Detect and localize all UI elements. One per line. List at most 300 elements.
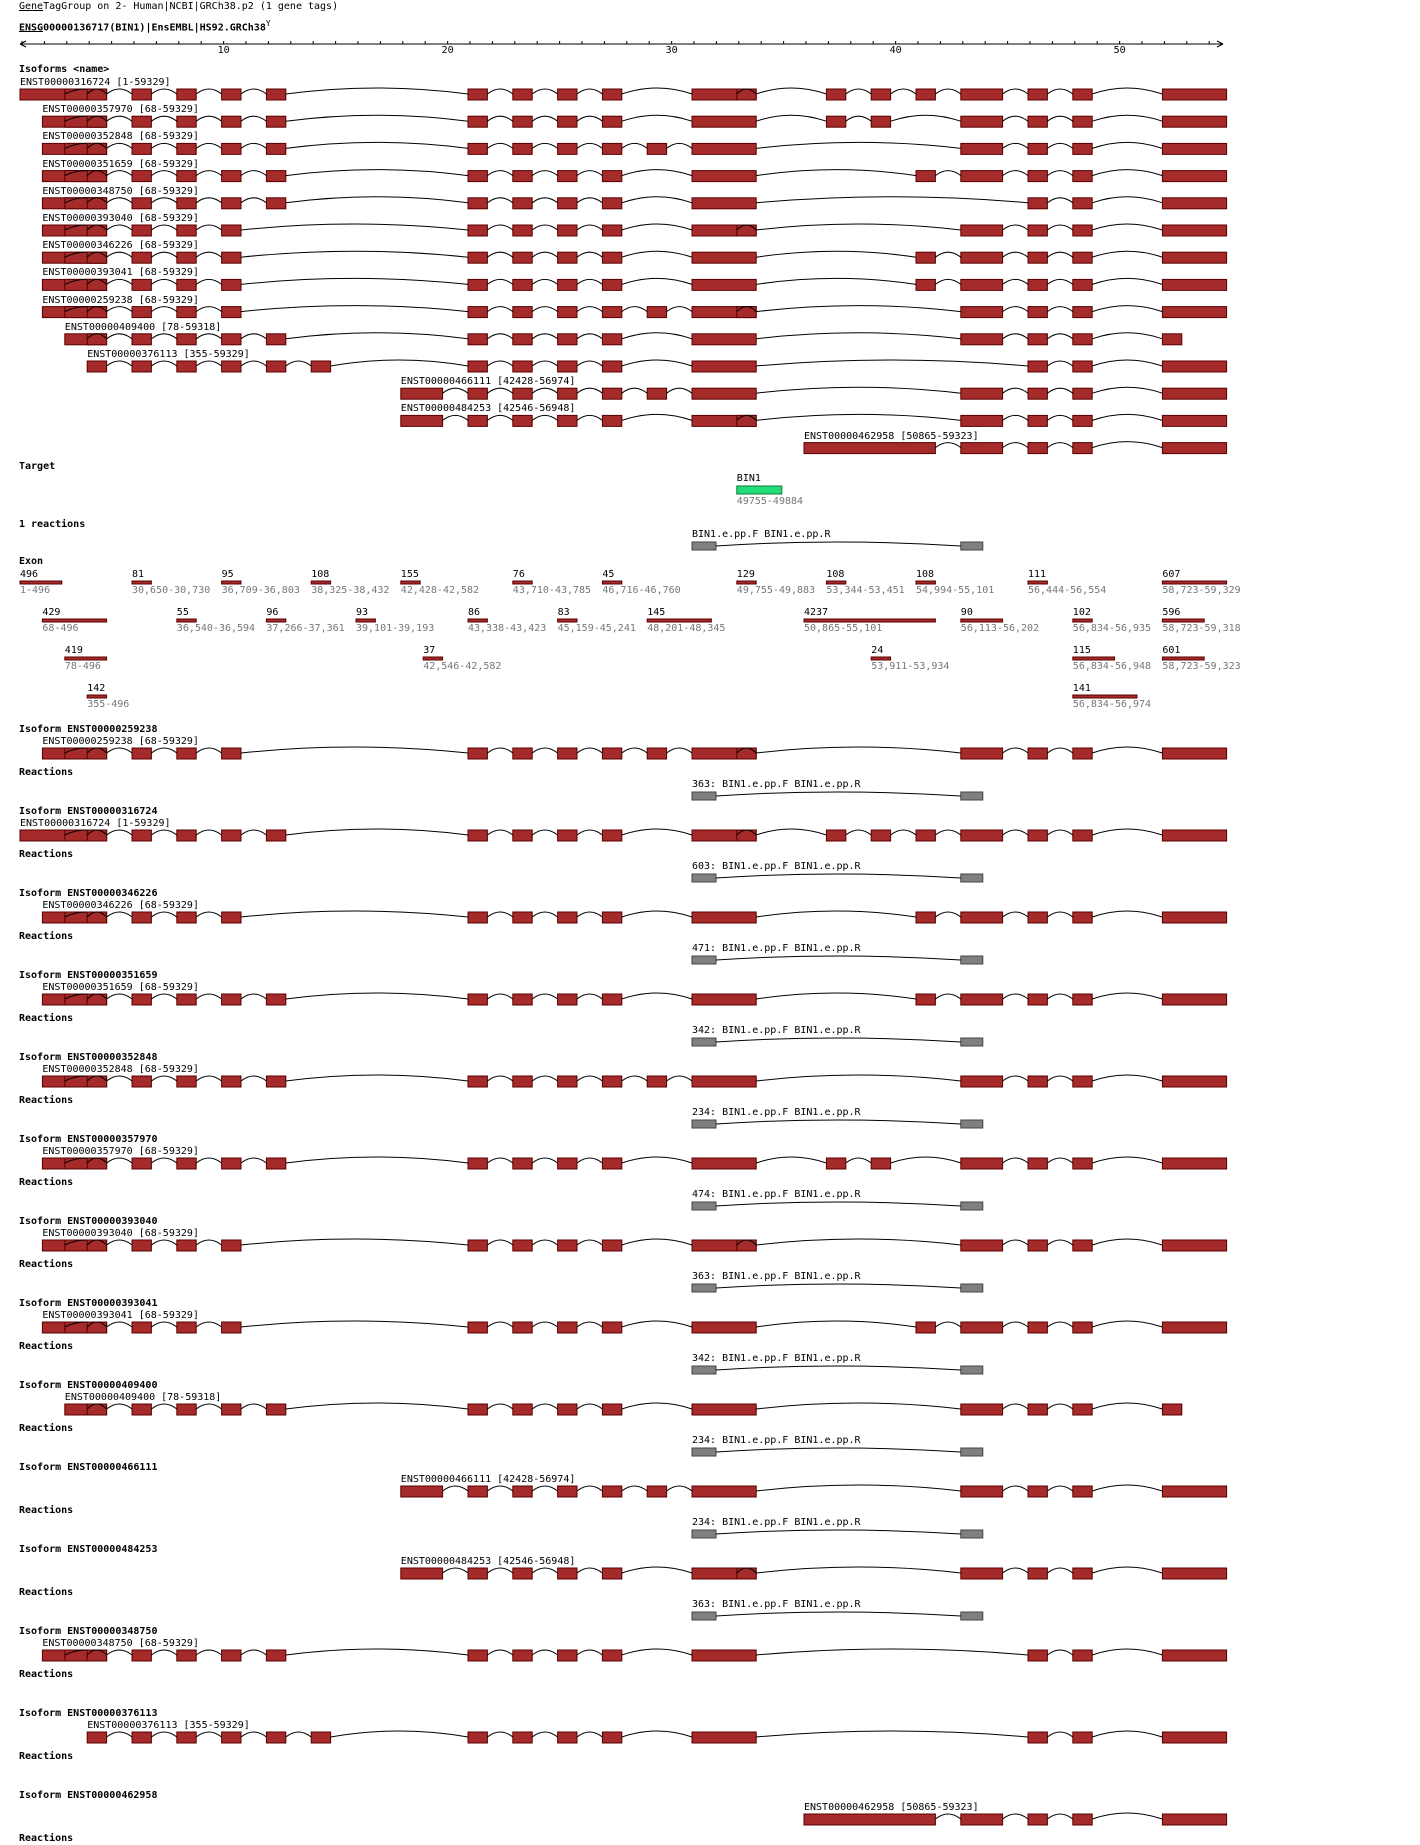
detail-ENST00000352848-intron xyxy=(196,1076,221,1081)
detail-ENST00000357970-intron xyxy=(107,1158,132,1163)
reaction-ENST00000357970-label: 474: BIN1.e.pp.F BIN1.e.pp.R xyxy=(692,1189,861,1200)
reaction-ENST00000466111-link xyxy=(716,1530,961,1534)
overview-ENST00000393041-exon xyxy=(602,279,621,290)
overview-ENST00000376113-exon xyxy=(266,361,285,372)
detail-ENST00000346226-exon xyxy=(558,912,577,923)
overview-ENST00000352848-exon xyxy=(266,143,285,154)
detail-ENST00000393041-intron xyxy=(935,1322,960,1327)
detail-ENST00000351659-intron xyxy=(1047,994,1072,999)
exon-range: 56,113-56,202 xyxy=(960,623,1040,634)
exon-length: 102 xyxy=(1072,607,1091,618)
overview-ENST00000346226-intron xyxy=(935,252,960,257)
overview-ENST00000352848-intron xyxy=(107,143,132,148)
overview-ENST00000484253-intron xyxy=(1092,414,1162,420)
isoform-heading-ENST00000409400: Isoform ENST00000409400 xyxy=(19,1380,158,1391)
detail-ENST00000409400-exon xyxy=(602,1404,621,1415)
exon-length: 55 xyxy=(176,607,189,618)
overview-ENST00000348750-label: ENST00000348750 [68-59329] xyxy=(42,185,199,197)
overview-ENST00000466111-exon xyxy=(1162,388,1226,399)
detail-ENST00000352848-exon xyxy=(513,1076,532,1087)
overview-ENST00000466111-exon xyxy=(1028,388,1047,399)
overview-ENST00000409400-exon xyxy=(692,334,756,345)
detail-ENST00000316724-intron xyxy=(756,829,826,835)
overview-ENST00000393041-intron xyxy=(756,278,916,284)
overview-ENST00000316724-intron xyxy=(891,89,916,94)
detail-ENST00000393041-exon xyxy=(513,1322,532,1333)
detail-ENST00000462958-intron xyxy=(1047,1814,1072,1819)
detail-ENST00000484253-exon xyxy=(602,1568,621,1579)
overview-ENST00000393040-exon xyxy=(737,225,756,236)
detail-ENST00000351659-intron xyxy=(1092,993,1162,999)
detail-ENST00000352848-exon xyxy=(1073,1076,1092,1087)
overview-ENST00000351659-exon xyxy=(266,171,285,182)
detail-ENST00000346226-exon xyxy=(87,912,106,923)
detail-ENST00000352848-exon xyxy=(558,1076,577,1087)
overview-ENST00000357970-intron xyxy=(107,116,132,121)
ruler-tick-label: 10 xyxy=(217,45,230,56)
detail-ENST00000346226-exon xyxy=(961,912,1003,923)
detail-ENST00000393040-exon xyxy=(558,1240,577,1251)
overview-ENST00000466111-exon xyxy=(513,388,532,399)
overview-ENST00000259238-exon xyxy=(961,307,1003,318)
detail-ENST00000352848-intron xyxy=(1092,1075,1162,1081)
overview-ENST00000409400-intron xyxy=(286,333,468,339)
detail-ENST00000352848-intron xyxy=(241,1076,266,1081)
overview-ENST00000346226-exon xyxy=(961,252,1003,263)
summary-reaction-link xyxy=(716,542,961,546)
overview-ENST00000259238-exon xyxy=(222,307,241,318)
overview-ENST00000393040-intron xyxy=(1047,225,1072,230)
detail-ENST00000393040-intron xyxy=(756,1239,961,1245)
detail-ENST00000351659-exon xyxy=(558,994,577,1005)
reaction-ENST00000393040-primer-r xyxy=(961,1284,983,1292)
gene-link[interactable]: Gene xyxy=(19,1,44,12)
detail-ENST00000393040-intron xyxy=(487,1240,512,1245)
overview-ENST00000393040-exon xyxy=(222,225,241,236)
detail-ENST00000259238-exon xyxy=(558,748,577,759)
detail-ENST00000259238-label: ENST00000259238 [68-59329] xyxy=(42,736,199,747)
overview-ENST00000393040-intron xyxy=(151,225,176,230)
overview-ENST00000348750-exon xyxy=(266,198,285,209)
overview-ENST00000484253-exon xyxy=(1028,415,1047,426)
detail-ENST00000393041-exon xyxy=(692,1322,756,1333)
overview-ENST00000466111-exon xyxy=(647,388,666,399)
detail-ENST00000357970-exon xyxy=(87,1158,106,1169)
detail-ENST00000376113-exon xyxy=(1073,1732,1092,1743)
detail-ENST00000316724-exon xyxy=(871,830,890,841)
overview-ENST00000351659-intron xyxy=(622,170,692,176)
detail-ENST00000466111-exon xyxy=(1028,1486,1047,1497)
exon-length: 115 xyxy=(1072,645,1091,656)
detail-ENST00000393040-intron xyxy=(1092,1239,1162,1245)
exon-bar xyxy=(1073,657,1115,660)
detail-ENST00000376113-exon xyxy=(1162,1732,1226,1743)
detail-ENST00000348750-intron xyxy=(286,1649,468,1655)
detail-ENST00000393041-intron xyxy=(622,1321,692,1327)
detail-ENST00000348750-exon xyxy=(266,1650,285,1661)
detail-ENST00000466111-intron xyxy=(577,1486,602,1491)
overview-ENST00000376113-exon xyxy=(311,361,330,372)
detail-ENST00000393041-exon xyxy=(961,1322,1003,1333)
overview-ENST00000462958-exon xyxy=(961,443,1003,454)
detail-ENST00000462958-label: ENST00000462958 [50865-59323] xyxy=(804,1802,979,1813)
detail-ENST00000346226-exon xyxy=(222,912,241,923)
overview-ENST00000393041-intron xyxy=(1047,279,1072,284)
exon-bar xyxy=(1162,619,1204,622)
overview-ENST00000346226-intron xyxy=(577,252,602,257)
overview-ENST00000376113-exon xyxy=(602,361,621,372)
overview-ENST00000316724-intron xyxy=(286,88,468,94)
detail-ENST00000484253-intron xyxy=(1092,1567,1162,1573)
detail-ENST00000348750-exon xyxy=(87,1650,106,1661)
detail-ENST00000393041-label: ENST00000393041 [68-59329] xyxy=(42,1310,199,1321)
detail-ENST00000376113-exon xyxy=(1028,1732,1047,1743)
detail-ENST00000393040-exon xyxy=(1073,1240,1092,1251)
overview-ENST00000316724-exon xyxy=(1028,89,1047,100)
reaction-ENST00000351659-primer-f xyxy=(692,1038,716,1046)
reaction-ENST00000484253-primer-f xyxy=(692,1612,716,1620)
overview-ENST00000316724-intron xyxy=(107,89,132,94)
overview-ENST00000348750-exon xyxy=(132,198,151,209)
detail-ENST00000259238-intron xyxy=(1003,748,1028,753)
detail-ENST00000357970-intron xyxy=(577,1158,602,1163)
exon-bar xyxy=(513,581,532,584)
ruler-tick-label: 30 xyxy=(665,45,678,56)
overview-ENST00000466111-intron xyxy=(577,388,602,393)
reactions-heading-ENST00000352848: Reactions xyxy=(19,1095,74,1106)
detail-ENST00000462958-intron xyxy=(935,1814,960,1819)
detail-ENST00000484253-intron xyxy=(443,1568,468,1573)
overview-ENST00000352848-exon xyxy=(132,143,151,154)
detail-ENST00000316724-exon xyxy=(826,830,845,841)
overview-ENST00000259238-intron xyxy=(532,307,557,312)
overview-ENST00000484253-exon xyxy=(513,415,532,426)
overview-ENST00000352848-intron xyxy=(532,143,557,148)
overview-ENST00000484253-intron xyxy=(622,414,692,420)
overview-ENST00000351659-exon xyxy=(1073,171,1092,182)
overview-ENST00000351659-intron xyxy=(107,171,132,176)
overview-ENST00000357970-exon xyxy=(826,116,845,127)
overview-ENST00000259238-intron xyxy=(577,307,602,312)
reaction-ENST00000466111-primer-r xyxy=(961,1530,983,1538)
detail-ENST00000259238-exon xyxy=(177,748,196,759)
isoform-heading-ENST00000393040: Isoform ENST00000393040 xyxy=(19,1216,158,1227)
summary-reaction-primer-r xyxy=(961,542,983,550)
overview-ENST00000466111-exon xyxy=(961,388,1003,399)
reaction-ENST00000393040-link xyxy=(716,1284,961,1288)
detail-ENST00000346226-label: ENST00000346226 [68-59329] xyxy=(42,900,199,911)
target-range: 49755-49884 xyxy=(736,496,804,507)
detail-ENST00000352848-exon xyxy=(132,1076,151,1087)
overview-ENST00000484253-intron xyxy=(1047,415,1072,420)
detail-ENST00000376113-intron xyxy=(286,1732,311,1737)
overview-ENST00000316724-intron xyxy=(241,89,266,94)
detail-ENST00000393040-exon xyxy=(602,1240,621,1251)
overview-ENST00000357970-intron xyxy=(756,115,826,121)
reactions-heading-ENST00000376113: Reactions xyxy=(19,1751,74,1762)
exon-range: 37,266-37,361 xyxy=(266,623,345,634)
detail-ENST00000376113-intron xyxy=(756,1731,1028,1737)
overview-ENST00000348750-intron xyxy=(1047,198,1072,203)
detail-ENST00000352848-exon xyxy=(87,1076,106,1087)
overview-ENST00000346226-exon xyxy=(916,252,935,263)
detail-ENST00000393040-exon xyxy=(132,1240,151,1251)
detail-ENST00000393041-intron xyxy=(196,1322,221,1327)
exon-bar xyxy=(356,619,375,622)
overview-ENST00000352848-intron xyxy=(151,143,176,148)
overview-ENST00000393041-intron xyxy=(1003,279,1028,284)
overview-ENST00000393041-intron xyxy=(151,279,176,284)
overview-ENST00000259238-exon xyxy=(87,307,106,318)
detail-ENST00000357970-intron xyxy=(286,1157,468,1163)
overview-ENST00000357970-exon xyxy=(266,116,285,127)
exon-range: 53,344-53,451 xyxy=(826,585,905,596)
exon-length: 83 xyxy=(557,607,570,618)
detail-ENST00000466111-intron xyxy=(532,1486,557,1491)
overview-ENST00000393041-exon xyxy=(558,279,577,290)
overview-ENST00000316724-exon xyxy=(871,89,890,100)
detail-ENST00000357970-exon xyxy=(1028,1158,1047,1169)
detail-ENST00000348750-intron xyxy=(1092,1649,1162,1655)
overview-ENST00000409400-exon xyxy=(87,334,106,345)
overview-ENST00000484253-intron xyxy=(532,415,557,420)
overview-ENST00000259238-intron xyxy=(151,307,176,312)
overview-ENST00000393040-exon xyxy=(558,225,577,236)
detail-ENST00000351659-exon xyxy=(132,994,151,1005)
detail-ENST00000346226-intron xyxy=(241,911,468,917)
overview-ENST00000348750-exon xyxy=(602,198,621,209)
detail-ENST00000357970-exon xyxy=(222,1158,241,1169)
exon-range: 56,834-56,974 xyxy=(1072,699,1152,710)
detail-ENST00000316724-label: ENST00000316724 [1-59329] xyxy=(20,818,171,829)
detail-ENST00000348750-exon xyxy=(1028,1650,1047,1661)
detail-ENST00000393040-intron xyxy=(1003,1240,1028,1245)
overview-ENST00000259238-intron xyxy=(241,306,468,312)
overview-ENST00000259238-exon xyxy=(602,307,621,318)
ruler-tick-label: 20 xyxy=(441,45,454,56)
detail-ENST00000351659-exon xyxy=(513,994,532,1005)
detail-ENST00000316724-exon xyxy=(266,830,285,841)
overview-ENST00000393041-intron xyxy=(622,278,692,284)
detail-ENST00000346226-exon xyxy=(916,912,935,923)
summary-reaction-primer-f xyxy=(692,542,716,550)
reactions-count: 1 reactions xyxy=(19,519,86,530)
reaction-ENST00000259238-primer-r xyxy=(961,792,983,800)
overview-ENST00000393041-exon xyxy=(961,279,1003,290)
overview-ENST00000466111-exon xyxy=(602,388,621,399)
overview-ENST00000357970-intron xyxy=(241,116,266,121)
exon-length: 24 xyxy=(871,645,884,656)
overview-ENST00000357970-intron xyxy=(1047,116,1072,121)
isoform-heading-ENST00000466111: Isoform ENST00000466111 xyxy=(19,1462,158,1473)
overview-ENST00000466111-intron xyxy=(756,387,961,393)
isoform-heading-ENST00000484253: Isoform ENST00000484253 xyxy=(19,1544,158,1555)
exon-length: 419 xyxy=(64,645,83,656)
exon-range: 43,338-43,423 xyxy=(468,623,547,634)
overview-ENST00000393040-exon xyxy=(602,225,621,236)
reactions-heading-ENST00000357970: Reactions xyxy=(19,1177,74,1188)
detail-ENST00000346226-intron xyxy=(1092,911,1162,917)
detail-ENST00000409400-intron xyxy=(241,1404,266,1409)
summary-reaction-label: BIN1.e.pp.F BIN1.e.pp.R xyxy=(692,529,831,540)
exon-range: 1-496 xyxy=(20,585,51,596)
detail-ENST00000484253-intron xyxy=(622,1567,692,1573)
detail-ENST00000259238-exon xyxy=(132,748,151,759)
overview-ENST00000409400-exon xyxy=(468,334,487,345)
detail-ENST00000351659-exon xyxy=(1073,994,1092,1005)
detail-ENST00000409400-intron xyxy=(196,1404,221,1409)
reaction-ENST00000351659-link xyxy=(716,1038,961,1042)
overview-ENST00000409400-intron xyxy=(241,334,266,339)
overview-ENST00000351659-intron xyxy=(1047,171,1072,176)
detail-ENST00000346226-intron xyxy=(935,912,960,917)
detail-ENST00000376113-exon xyxy=(513,1732,532,1743)
overview-ENST00000462958-intron xyxy=(1092,442,1162,448)
detail-ENST00000346226-exon xyxy=(513,912,532,923)
detail-ENST00000393040-intron xyxy=(577,1240,602,1245)
overview-ENST00000352848-intron xyxy=(487,143,512,148)
overview-ENST00000259238-intron xyxy=(107,307,132,312)
overview-ENST00000376113-exon xyxy=(1162,361,1226,372)
detail-ENST00000462958-exon xyxy=(804,1814,935,1825)
overview-ENST00000348750-intron xyxy=(107,198,132,203)
detail-ENST00000376113-intron xyxy=(1047,1732,1072,1737)
detail-ENST00000409400-exon xyxy=(692,1404,756,1415)
overview-ENST00000259238-exon xyxy=(468,307,487,318)
overview-ENST00000466111-exon xyxy=(401,388,443,399)
detail-ENST00000466111-intron xyxy=(756,1485,961,1491)
detail-ENST00000348750-exon xyxy=(132,1650,151,1661)
reaction-ENST00000393041-primer-f xyxy=(692,1366,716,1374)
exon-range: 58,723-59,323 xyxy=(1162,661,1241,672)
detail-ENST00000409400-intron xyxy=(107,1404,132,1409)
overview-ENST00000348750-intron xyxy=(196,198,221,203)
overview-ENST00000351659-exon xyxy=(558,171,577,182)
detail-ENST00000346226-intron xyxy=(577,912,602,917)
overview-ENST00000348750-exon xyxy=(558,198,577,209)
overview-ENST00000352848-intron xyxy=(286,142,468,148)
detail-ENST00000351659-intron xyxy=(622,993,692,999)
overview-ENST00000393041-exon xyxy=(132,279,151,290)
detail-ENST00000351659-label: ENST00000351659 [68-59329] xyxy=(42,982,199,993)
overview-ENST00000351659-exon xyxy=(177,171,196,182)
detail-ENST00000259238-exon xyxy=(468,748,487,759)
detail-ENST00000348750-exon xyxy=(468,1650,487,1661)
target-bar xyxy=(737,486,782,494)
overview-ENST00000409400-intron xyxy=(196,334,221,339)
overview-ENST00000466111-intron xyxy=(532,388,557,393)
detail-ENST00000357970-exon xyxy=(961,1158,1003,1169)
overview-ENST00000346226-intron xyxy=(1092,251,1162,257)
detail-ENST00000348750-exon xyxy=(177,1650,196,1661)
exon-bar xyxy=(266,619,285,622)
exon-range: 56,834-56,948 xyxy=(1072,661,1152,672)
overview-ENST00000357970-exon xyxy=(1073,116,1092,127)
overview-ENST00000409400-intron xyxy=(151,334,176,339)
detail-ENST00000393041-intron xyxy=(577,1322,602,1327)
exon-length: 145 xyxy=(647,607,666,618)
detail-ENST00000259238-intron xyxy=(532,748,557,753)
reaction-ENST00000357970-primer-f xyxy=(692,1202,716,1210)
detail-ENST00000484253-intron xyxy=(487,1568,512,1573)
detail-ENST00000259238-exon xyxy=(647,748,666,759)
overview-ENST00000316724-exon xyxy=(513,89,532,100)
detail-ENST00000393041-intron xyxy=(151,1322,176,1327)
overview-ENST00000466111-intron xyxy=(1047,388,1072,393)
overview-ENST00000393040-intron xyxy=(107,225,132,230)
detail-ENST00000357970-intron xyxy=(622,1157,692,1163)
exon-bar xyxy=(916,581,935,584)
overview-ENST00000466111-intron xyxy=(1092,387,1162,393)
detail-ENST00000346226-exon xyxy=(1073,912,1092,923)
overview-ENST00000346226-intron xyxy=(756,251,916,257)
exon-length: 93 xyxy=(356,607,369,618)
detail-ENST00000484253-exon xyxy=(558,1568,577,1579)
overview-ENST00000346226-exon xyxy=(468,252,487,263)
overview-ENST00000376113-exon xyxy=(692,361,756,372)
reactions-heading-ENST00000351659: Reactions xyxy=(19,1013,74,1024)
overview-ENST00000357970-exon xyxy=(132,116,151,127)
detail-ENST00000259238-intron xyxy=(241,747,468,753)
overview-ENST00000351659-exon xyxy=(87,171,106,182)
detail-ENST00000259238-intron xyxy=(151,748,176,753)
overview-ENST00000466111-intron xyxy=(443,388,468,393)
exon-bar xyxy=(558,619,577,622)
overview-ENST00000376113-intron xyxy=(241,361,266,366)
exon-range: 58,723-59,329 xyxy=(1162,585,1241,596)
overview-ENST00000352848-label: ENST00000352848 [68-59329] xyxy=(42,131,199,143)
ensg-link[interactable]: ENSG xyxy=(19,22,44,34)
detail-ENST00000316724-intron xyxy=(622,829,692,835)
detail-ENST00000466111-intron xyxy=(1092,1485,1162,1491)
detail-ENST00000409400-exon xyxy=(266,1404,285,1415)
reaction-ENST00000352848-primer-f xyxy=(692,1120,716,1128)
overview-ENST00000409400-intron xyxy=(1003,334,1028,339)
detail-ENST00000259238-exon xyxy=(513,748,532,759)
detail-ENST00000462958-exon xyxy=(1028,1814,1047,1825)
overview-ENST00000484253-intron xyxy=(443,415,468,420)
overview-ENST00000393041-exon xyxy=(692,279,756,290)
exon-heading: Exon xyxy=(19,556,44,567)
exon-length: 76 xyxy=(512,569,525,580)
exon-bar xyxy=(804,619,935,622)
detail-ENST00000357970-intron xyxy=(1003,1158,1028,1163)
detail-ENST00000409400-intron xyxy=(1047,1404,1072,1409)
overview-ENST00000352848-intron xyxy=(622,143,647,148)
detail-ENST00000357970-intron xyxy=(151,1158,176,1163)
detail-ENST00000462958-exon xyxy=(961,1814,1003,1825)
detail-ENST00000348750-intron xyxy=(532,1650,557,1655)
overview-ENST00000259238-exon xyxy=(647,307,666,318)
overview-ENST00000346226-exon xyxy=(132,252,151,263)
overview-ENST00000357970-intron xyxy=(151,116,176,121)
detail-ENST00000376113-exon xyxy=(87,1732,106,1743)
detail-ENST00000462958-intron xyxy=(1003,1814,1028,1819)
overview-ENST00000351659-intron xyxy=(286,170,468,176)
detail-ENST00000409400-intron xyxy=(151,1404,176,1409)
detail-ENST00000376113-intron xyxy=(107,1732,132,1737)
detail-ENST00000352848-intron xyxy=(151,1076,176,1081)
overview-ENST00000484253-label: ENST00000484253 [42546-56948] xyxy=(400,403,576,415)
overview-ENST00000357970-intron xyxy=(577,116,602,121)
exon-bar xyxy=(826,581,845,584)
detail-ENST00000409400-exon xyxy=(513,1404,532,1415)
exon-length: 95 xyxy=(221,569,234,580)
detail-ENST00000352848-intron xyxy=(1047,1076,1072,1081)
exon-length: 96 xyxy=(266,607,279,618)
exon-range: 78-496 xyxy=(64,661,101,672)
reactions-heading-ENST00000393040: Reactions xyxy=(19,1259,74,1270)
